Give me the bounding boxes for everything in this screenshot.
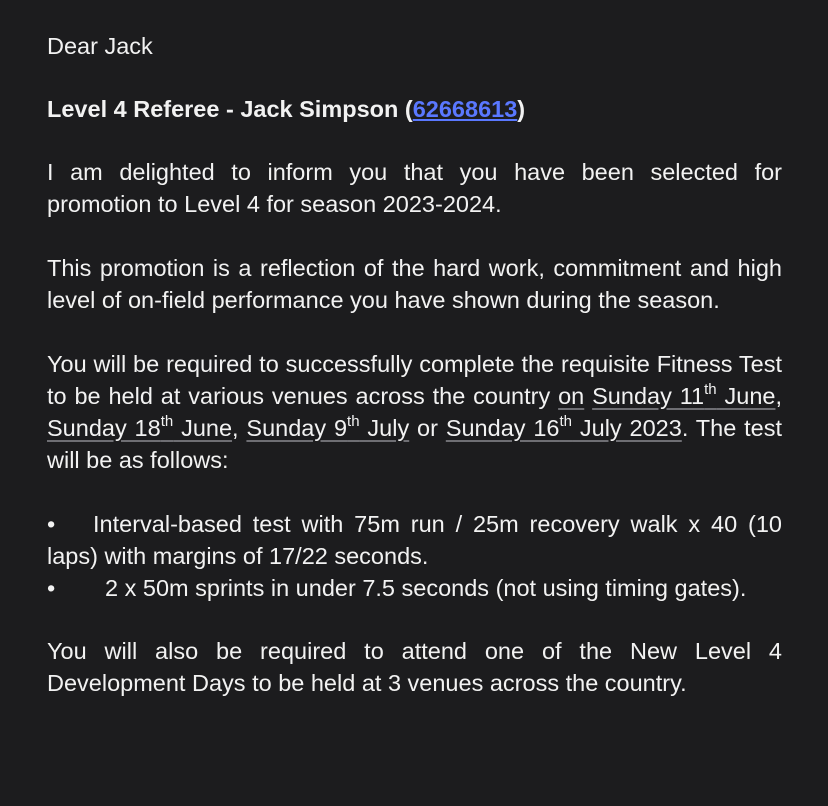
greeting: Dear Jack [47,33,153,59]
promotion-paragraph: I am delighted to inform you that you have been selected for promotion to Level 4 for season 2023-2024. [47,159,782,217]
subject-suffix: ) [517,96,526,122]
reflection-paragraph: This promotion is a reflection of the hard work, commitment and high level of on-field performance you have shown during the season. [47,255,782,313]
date-link-2[interactable]: Sunday 18th June [47,413,233,441]
fitness-intro: You will be required to successfully complete the requisite Fitness Test to be held at various venues across the country [47,351,782,409]
list-item-text: Interval-based test with 75m run / 25m recovery walk x 40 (10 laps) with margins of 17/22 seconds. [47,511,782,569]
fitness-test-list [47,508,782,604]
referee-id-link[interactable]: 62668613 [412,96,518,122]
fitness-test-paragraph: You will be required to successfully complete the requisite Fitness Test to be held at various venues across the country on Sunday 11th June, Sunday 18th June, Sunday 9th July or Sunday 16th July 2023. The test will be as follows: [47,351,782,473]
list-item [47,572,782,604]
date-link-on[interactable]: on [558,383,585,409]
date-or: or [409,415,446,441]
bullet-marker: • [47,511,56,537]
fitness-outro: . The test will be as follows: [47,415,782,473]
subject-line [47,93,782,125]
list-item-text: 2 x 50m sprints in under 7.5 seconds (not using timing gates). [105,575,747,601]
date-link-4[interactable]: Sunday 16th July 2023 [445,413,682,441]
date-link-3[interactable]: Sunday 9th July [246,413,410,441]
bullet-marker: • [47,575,56,601]
subject-prefix: Level 4 Referee - Jack Simpson ( [47,96,413,122]
date-link-1[interactable]: Sunday 11th June [592,381,776,409]
development-days-paragraph: You will also be required to attend one of the New Level 4 Development Days to be held at 3 venues across the country. [47,638,782,696]
list-item [47,508,782,572]
